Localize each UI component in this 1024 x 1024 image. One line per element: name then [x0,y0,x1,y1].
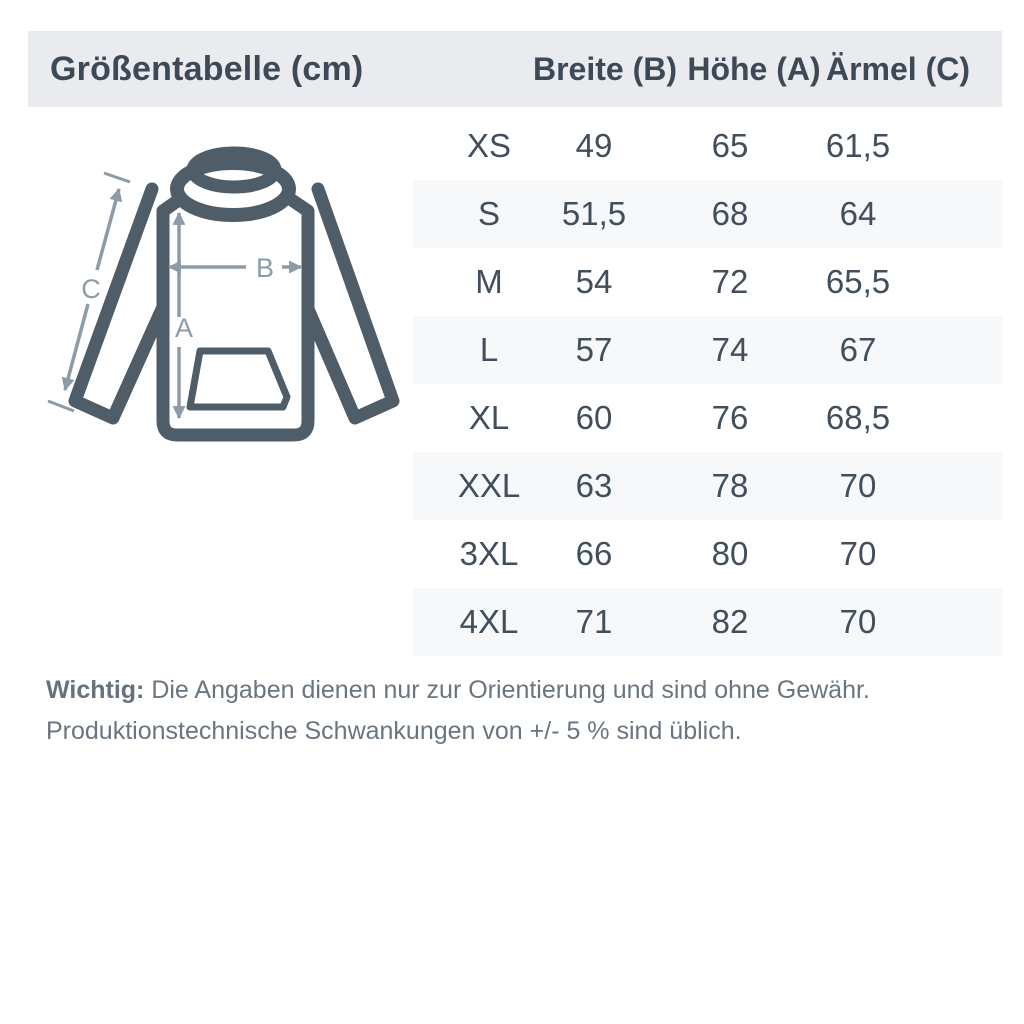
size-label: XS [466,127,512,164]
size-label: 4XL [459,603,519,640]
aermel-value: 70 [839,467,877,504]
aermel-value: 65,5 [825,263,891,300]
table-row [413,452,1002,520]
hoehe-value: 78 [711,467,749,504]
hoehe-value: 65 [711,127,749,164]
disclaimer-note [46,670,976,752]
label-a: A [174,313,194,343]
label-b: B [255,253,275,283]
note-lead: Wichtig: [46,676,145,704]
size-label: M [475,263,503,300]
aermel-value: 64 [839,195,877,232]
table-row [413,520,1002,588]
breite-value: 57 [575,331,613,368]
table-row [413,384,1002,452]
size-label: 3XL [459,535,519,572]
breite-value: 60 [575,399,613,436]
table-row [413,316,1002,384]
size-label: L [479,331,499,368]
note-line-2: Produktionstechnische Schwankungen von +/- 5 % sind üblich. [46,717,742,745]
note-line-1: Wichtig: Die Angaben dienen nur zur Orientierung und sind ohne Gewähr. [46,676,870,704]
hoehe-value: 74 [711,331,749,368]
aermel-value: 70 [839,535,877,572]
breite-value: 51,5 [561,195,627,232]
table-row [413,112,1002,180]
breite-value: 71 [575,603,613,640]
hoodie-right-sleeve [308,189,393,418]
page-title: Größentabelle (cm) [50,50,364,88]
size-label: XL [468,399,510,436]
hoodie-diagram [40,132,405,462]
hoehe-value: 82 [711,603,749,640]
breite-value: 66 [575,535,613,572]
table-row [413,588,1002,656]
column-header-breite: Breite (B) [532,51,678,87]
aermel-value: 61,5 [825,127,891,164]
aermel-value: 70 [839,603,877,640]
table-row [413,248,1002,316]
size-label: XXL [457,467,521,504]
column-header-aermel: Ärmel (C) [825,51,971,87]
header-band [28,31,1002,107]
breite-value: 54 [575,263,613,300]
aermel-value: 68,5 [825,399,891,436]
hoehe-value: 76 [711,399,749,436]
hoehe-value: 80 [711,535,749,572]
table-row [413,180,1002,248]
aermel-value: 67 [839,331,877,368]
hoodie-pocket [190,351,287,407]
label-c: C [81,274,101,304]
breite-value: 49 [575,127,613,164]
hoehe-value: 68 [711,195,749,232]
breite-value: 63 [575,467,613,504]
column-header-hoehe: Höhe (A) [687,51,821,87]
size-label: S [477,195,500,232]
hoehe-value: 72 [711,263,749,300]
